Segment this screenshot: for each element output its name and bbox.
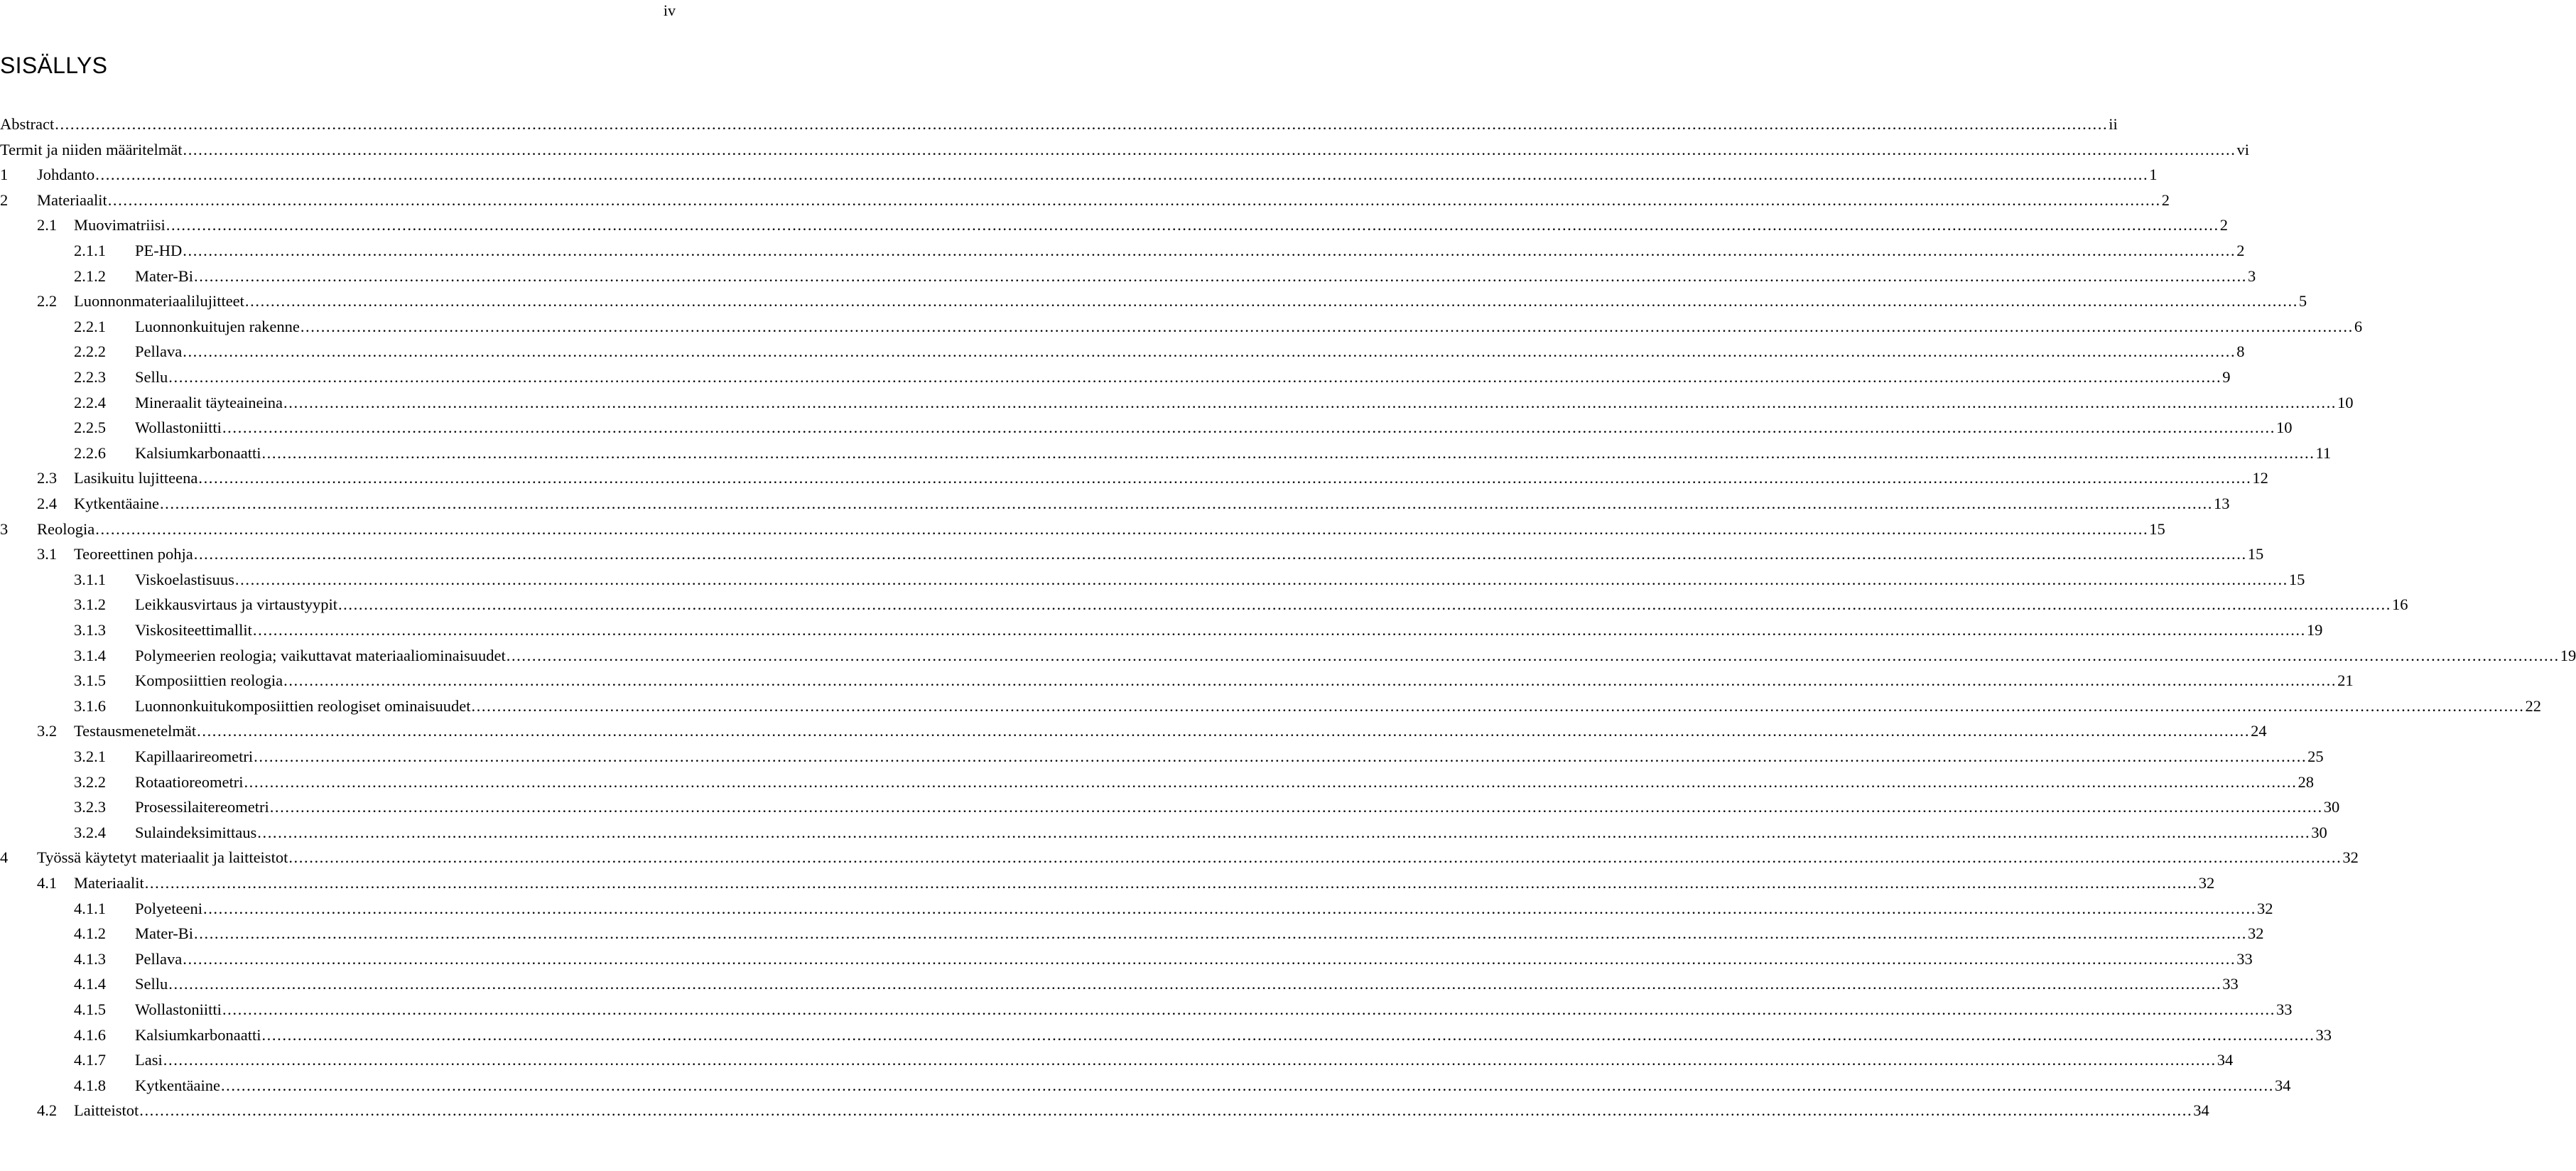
toc-entry[interactable] (0, 266, 2256, 287)
toc-entry-number: 3.2.4 (74, 823, 106, 841)
toc-entry-title: Kytkentäaine (74, 495, 159, 512)
toc-entry-number: 2.1 (37, 216, 58, 234)
toc-entry-title: Johdanto (37, 166, 95, 184)
toc-entry-number: 2.2 (37, 292, 58, 311)
toc-entry-title: Materiaalit (74, 874, 144, 892)
toc-entry-title: Wollastoniitti (135, 419, 222, 437)
toc-entry-page: 15 (2247, 545, 2264, 563)
toc-entry-number: 4.1.8 (74, 1076, 106, 1094)
toc-entry-title: Pellava (135, 949, 183, 968)
toc-entry-page: 33 (2275, 1000, 2293, 1018)
toc-entry-number: 3.1.6 (74, 696, 106, 715)
toc-entry-number: 3.2.2 (74, 772, 106, 791)
toc-entry[interactable] (0, 316, 2363, 338)
toc-entry-page: 33 (2222, 975, 2239, 993)
dot-leader: ................................................................................................................................................................................................................................................................................................................................................................................................................ (244, 292, 2298, 311)
toc-entry-title: PE-HD (135, 242, 183, 259)
toc-entry-title: Viskoelastisuus (135, 570, 234, 588)
toc-entry[interactable] (0, 468, 2268, 489)
toc-entry[interactable] (0, 645, 2576, 667)
dot-leader: ................................................................................................................................................................................................................................................................................................................................................................................................................ (283, 671, 2337, 690)
toc-entry-page: 2 (2161, 190, 2170, 209)
dot-leader: ................................................................................................................................................................................................................................................................................................................................................................................................................ (193, 545, 2247, 563)
toc-entry[interactable] (0, 1025, 2332, 1046)
toc-entry-title: Viskositeettimallit (135, 621, 252, 639)
toc-entry-number: 2.4 (37, 495, 58, 512)
toc-entry-title: Rotaatioreometri (135, 772, 244, 791)
toc-entry-page: 1 (2149, 166, 2158, 184)
dot-leader: ................................................................................................................................................................................................................................................................................................................................................................................................................ (506, 646, 2560, 664)
toc-entry[interactable] (0, 594, 2408, 615)
toc-entry-page: 6 (2354, 317, 2363, 335)
toc-entry[interactable] (0, 519, 2165, 540)
toc-entry-title: Prosessilaitereometri (135, 798, 269, 816)
toc-entry-title: Mineraalit täyteaineina (135, 393, 283, 411)
toc-entry[interactable] (0, 392, 2354, 414)
toc-entry-number: 4 (0, 848, 9, 867)
dot-leader: ................................................................................................................................................................................................................................................................................................................................................................................................................ (471, 696, 2525, 715)
dot-leader: ................................................................................................................................................................................................................................................................................................................................................................................................................ (222, 1000, 2275, 1018)
toc-heading: SISÄLLYS (0, 53, 108, 78)
toc-entry-page: 33 (2315, 1025, 2332, 1044)
toc-entry-number: 2.1.2 (74, 266, 106, 285)
toc-entry-page: 34 (2193, 1101, 2209, 1120)
toc-entry[interactable] (0, 999, 2293, 1020)
toc-entry-number: 4.1.4 (74, 975, 106, 993)
toc-entry-title: Sellu (135, 368, 168, 386)
toc-entry-title: Pellava (135, 342, 183, 361)
toc-entry[interactable] (0, 620, 2323, 641)
toc-entry-number: 3.1.3 (74, 621, 106, 639)
toc-entry-number: 3.1.2 (74, 595, 106, 614)
dot-leader: ................................................................................................................................................................................................................................................................................................................................................................................................................ (288, 848, 2342, 867)
toc-entry-title: Kalsiumkarbonaatti (135, 443, 261, 462)
toc-entry-title: Testausmenetelmät (74, 722, 197, 740)
toc-entry[interactable] (0, 417, 2293, 438)
toc-entry[interactable] (0, 670, 2354, 691)
toc-entry-title: Lasikuitu lujitteena (74, 469, 198, 487)
toc-entry[interactable] (0, 822, 2327, 843)
dot-leader: ................................................................................................................................................................................................................................................................................................................................................................................................................ (95, 166, 2149, 184)
toc-entry-number: 3.2.1 (74, 748, 106, 765)
toc-entry-number: 2.2.1 (74, 317, 106, 335)
toc-entry-page: vi (2236, 140, 2249, 158)
dot-leader: ................................................................................................................................................................................................................................................................................................................................................................................................................ (95, 519, 2149, 538)
toc-entry-title: Työssä käytetyt materiaalit ja laitteistot (37, 848, 288, 867)
toc-entry-number: 4.1.3 (74, 949, 106, 968)
toc-entry[interactable] (0, 1049, 2234, 1071)
toc-entry-title: Abstract (0, 115, 55, 133)
toc-entry-title: Reologia (37, 519, 95, 538)
toc-entry-page: 32 (2248, 924, 2264, 943)
dot-leader: ................................................................................................................................................................................................................................................................................................................................................................................................................ (283, 393, 2337, 411)
toc-entry-number: 4.1.2 (74, 924, 106, 943)
toc-entry-title: Komposiittien reologia (135, 671, 283, 690)
toc-entry[interactable] (0, 696, 2541, 717)
toc-entry-page: 9 (2222, 368, 2231, 386)
toc-entry-page: 19 (2306, 621, 2323, 639)
toc-entry-page: 32 (2342, 848, 2359, 867)
toc-entry-page: 33 (2236, 949, 2253, 968)
toc-entry-page: 25 (2307, 748, 2324, 765)
toc-entry-page: 10 (2275, 419, 2293, 437)
toc-entry[interactable] (0, 341, 2245, 362)
dot-leader: ................................................................................................................................................................................................................................................................................................................................................................................................................ (198, 469, 2252, 487)
dot-leader: ................................................................................................................................................................................................................................................................................................................................................................................................................ (254, 748, 2307, 765)
dot-leader: ................................................................................................................................................................................................................................................................................................................................................................................................................ (234, 570, 2288, 588)
toc-entry-title: Mater-Bi (135, 924, 194, 943)
toc-entry-number: 2 (0, 190, 9, 209)
dot-leader: ................................................................................................................................................................................................................................................................................................................................................................................................................ (159, 495, 2213, 512)
toc-entry-page: ii (2109, 115, 2118, 133)
dot-leader: ................................................................................................................................................................................................................................................................................................................................................................................................................ (183, 140, 2236, 158)
toc-entry-page: 28 (2298, 772, 2314, 791)
toc-entry-page: 15 (2149, 519, 2165, 538)
dot-leader: ................................................................................................................................................................................................................................................................................................................................................................................................................ (261, 443, 2315, 462)
toc-entry[interactable] (0, 873, 2215, 894)
toc-entry-number: 1 (0, 166, 9, 184)
toc-entry-page: 8 (2236, 342, 2245, 361)
toc-entry-title: Luonnonkuitukomposiittien reologiset ominaisuudet (135, 696, 471, 715)
toc-entry-title: Sellu (135, 975, 168, 993)
toc-entry-title: Termit ja niiden määritelmät (0, 140, 183, 158)
dot-leader: ................................................................................................................................................................................................................................................................................................................................................................................................................ (194, 924, 2248, 943)
dot-leader: ................................................................................................................................................................................................................................................................................................................................................................................................................ (202, 899, 2256, 917)
toc-entry-page: 2 (2236, 242, 2245, 259)
toc-entry-page: 22 (2525, 696, 2541, 715)
dot-leader: ................................................................................................................................................................................................................................................................................................................................................................................................................ (257, 823, 2311, 841)
dot-leader: ................................................................................................................................................................................................................................................................................................................................................................................................................ (300, 317, 2354, 335)
toc-entry-page: 10 (2337, 393, 2354, 411)
dot-leader: ................................................................................................................................................................................................................................................................................................................................................................................................................ (183, 342, 2236, 361)
toc-entry-page: 2 (2219, 216, 2228, 234)
toc-entry[interactable] (0, 569, 2305, 590)
toc-entry-title: Polyeteeni (135, 899, 202, 917)
dot-leader: ................................................................................................................................................................................................................................................................................................................................................................................................................ (55, 115, 2109, 133)
dot-leader: ................................................................................................................................................................................................................................................................................................................................................................................................................ (194, 266, 2248, 285)
dot-leader: ................................................................................................................................................................................................................................................................................................................................................................................................................ (139, 1101, 2193, 1120)
dot-leader: ................................................................................................................................................................................................................................................................................................................................................................................................................ (220, 1076, 2274, 1094)
dot-leader: ................................................................................................................................................................................................................................................................................................................................................................................................................ (197, 722, 2251, 740)
toc-entry-number: 2.2.6 (74, 443, 106, 462)
dot-leader: ................................................................................................................................................................................................................................................................................................................................................................................................................ (244, 772, 2298, 791)
toc-entry-number: 3.1 (37, 545, 58, 563)
toc-entry-title: Kalsiumkarbonaatti (135, 1025, 261, 1044)
toc-entry-title: Luonnonkuitujen rakenne (135, 317, 300, 335)
toc-entry-page: 19 (2560, 646, 2576, 664)
toc-entry[interactable] (0, 721, 2267, 742)
toc-entry-number: 4.2 (37, 1101, 58, 1120)
dot-leader: ................................................................................................................................................................................................................................................................................................................................................................................................................ (166, 216, 2219, 234)
toc-entry-page: 32 (2256, 899, 2273, 917)
toc-entry-page: 16 (2391, 595, 2408, 614)
toc-entry-title: Kapillaarireometri (135, 748, 254, 765)
toc-entry-page: 3 (2248, 266, 2256, 285)
toc-entry-number: 3.2.3 (74, 798, 106, 816)
toc-entry-page: 30 (2323, 798, 2340, 816)
toc-entry-page: 32 (2198, 874, 2215, 892)
toc-entry-title: Wollastoniitti (135, 1000, 222, 1018)
toc-entry-title: Polymeerien reologia; vaikuttavat materiaaliominaisuudet (135, 646, 506, 664)
toc-entry-number: 2.2.3 (74, 368, 106, 386)
dot-leader: ................................................................................................................................................................................................................................................................................................................................................................................................................ (144, 874, 2198, 892)
toc-entry-title: Mater-Bi (135, 266, 194, 285)
dot-leader: ................................................................................................................................................................................................................................................................................................................................................................................................................ (163, 1051, 2217, 1069)
toc-entry-page: 5 (2298, 292, 2307, 311)
dot-leader: ................................................................................................................................................................................................................................................................................................................................................................................................................ (252, 621, 2306, 639)
toc-entry-number: 2.2.4 (74, 393, 106, 411)
toc-entry[interactable] (0, 367, 2231, 388)
toc-entry-page: 24 (2251, 722, 2267, 740)
toc-entry[interactable] (0, 746, 2324, 767)
toc-entry-number: 4.1.7 (74, 1051, 106, 1069)
dot-leader: ................................................................................................................................................................................................................................................................................................................................................................................................................ (337, 595, 2391, 614)
toc-entry[interactable] (0, 1100, 2209, 1121)
dot-leader: ................................................................................................................................................................................................................................................................................................................................................................................................................ (168, 975, 2222, 993)
toc-entry-number: 3.1.4 (74, 646, 106, 664)
toc-entry-title: Sulaindeksimittaus (135, 823, 257, 841)
dot-leader: ................................................................................................................................................................................................................................................................................................................................................................................................................ (261, 1025, 2315, 1044)
toc-entry[interactable] (0, 923, 2264, 944)
toc-entry-title: Teoreettinen pohja (74, 545, 193, 563)
toc-entry[interactable] (0, 1075, 2291, 1096)
toc-entry-title: Materiaalit (37, 190, 107, 209)
dot-leader: ................................................................................................................................................................................................................................................................................................................................................................................................................ (168, 368, 2222, 386)
toc-entry-number: 2.2.5 (74, 419, 106, 437)
toc-entry-number: 3 (0, 519, 9, 538)
toc-entry-number: 4.1.5 (74, 1000, 106, 1018)
toc-entry-number: 3.1.5 (74, 671, 106, 690)
toc-entry[interactable] (0, 164, 2158, 185)
toc-entry[interactable] (0, 291, 2307, 312)
dot-leader: ................................................................................................................................................................................................................................................................................................................................................................................................................ (183, 949, 2236, 968)
toc-entry[interactable] (0, 973, 2239, 995)
toc-entry-title: Leikkausvirtaus ja virtaustyypit (135, 595, 337, 614)
toc-entry-page: 34 (2274, 1076, 2291, 1094)
toc-entry-page: 34 (2217, 1051, 2234, 1069)
toc-entry-number: 3.1.1 (74, 570, 106, 588)
toc-entry[interactable] (0, 544, 2264, 565)
toc-entry[interactable] (0, 139, 2249, 161)
toc-entry[interactable] (0, 443, 2332, 464)
toc-entry-number: 4.1 (37, 874, 58, 892)
toc-entry[interactable] (0, 493, 2230, 514)
toc-entry[interactable] (0, 114, 2118, 135)
toc-entry[interactable] (0, 215, 2228, 236)
toc-entry-page: 15 (2288, 570, 2305, 588)
toc-entry[interactable] (0, 847, 2359, 868)
toc-entry-number: 2.2.2 (74, 342, 106, 361)
toc-entry[interactable] (0, 797, 2340, 818)
toc-entry-title: Kytkentäaine (135, 1076, 220, 1094)
toc-entry-page: 12 (2252, 469, 2268, 487)
page-number: iv (663, 1, 676, 19)
toc-entry-page: 30 (2311, 823, 2327, 841)
toc-entry-page: 21 (2337, 671, 2354, 690)
toc-entry-number: 2.1.1 (74, 242, 106, 259)
toc-entry-title: Lasi (135, 1051, 163, 1069)
toc-entry[interactable] (0, 240, 2245, 261)
toc-entry-title: Muovimatriisi (74, 216, 166, 234)
toc-entry-title: Luonnonmateriaalilujitteet (74, 292, 244, 311)
toc-entry[interactable] (0, 898, 2273, 919)
toc-entry-number: 4.1.6 (74, 1025, 106, 1044)
toc-entry[interactable] (0, 772, 2314, 793)
toc-entry-page: 11 (2315, 443, 2332, 462)
dot-leader: ................................................................................................................................................................................................................................................................................................................................................................................................................ (183, 242, 2236, 259)
dot-leader: ................................................................................................................................................................................................................................................................................................................................................................................................................ (269, 798, 2323, 816)
toc-entry-number: 2.3 (37, 469, 58, 487)
toc-entry-page: 13 (2213, 495, 2230, 512)
toc-entry-number: 4.1.1 (74, 899, 106, 917)
dot-leader: ................................................................................................................................................................................................................................................................................................................................................................................................................ (107, 190, 2161, 209)
toc-entry[interactable] (0, 949, 2253, 970)
toc-entry[interactable] (0, 190, 2170, 211)
toc-entry-title: Laitteistot (74, 1101, 139, 1120)
dot-leader: ................................................................................................................................................................................................................................................................................................................................................................................................................ (222, 419, 2275, 437)
toc-entry-number: 3.2 (37, 722, 58, 740)
